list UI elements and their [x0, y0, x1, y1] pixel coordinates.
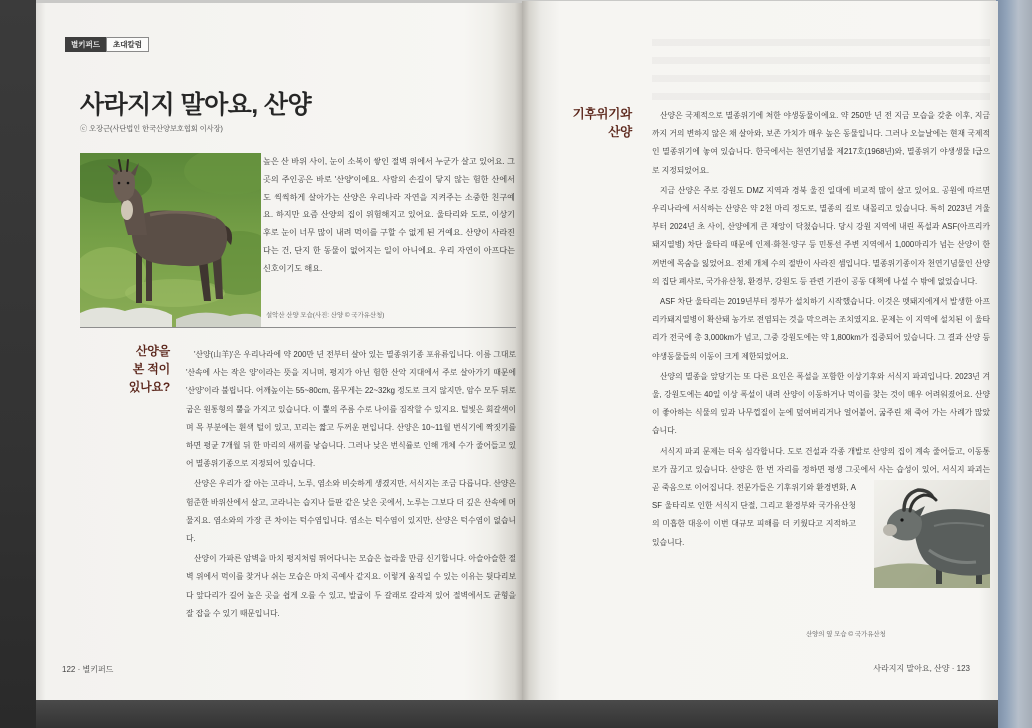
- section-tags: [65, 37, 149, 52]
- goral-side-photo: [866, 480, 990, 588]
- right-page: [522, 1, 998, 700]
- scanner-right-edge: [996, 0, 1032, 728]
- column-tag: 초대칼럼: [106, 37, 149, 52]
- body-paragraph: '산양(山羊)'은 우리나라에 약 200만 년 전부터 살아 있는 멸종위기종 포유류입니다. 이름 그대로 '산속에 사는 작은 양'이라는 뜻을 지니며, 평지가 아닌 험한 산악 지대에서 주로 살아가기 때문에 '산양'이라 불립니다. 어깨높이는 55~80cm, 몸무게는 22~32kg 정도로 크지 않지만, 암수 모두 뒤로 굽은 원통형의 뿔을 가지고 있습니다. 이 뿔의 주름 수로 나이를 짐작할 수 있지요. 털빛은 회갈색이며 목 부분에는 흰색 털이 있고, 꼬리는 짧고 두꺼운 편입니다. 산양은 10~11월 번식기에 짝짓기를 하면 평균 7개월 뒤 한 마리의 새끼를 낳습니다. 그러나 낮은 번식률로 인해 개체 수가 줄어들고 있어 멸종위기종으로 지정되어 있습니다.: [186, 350, 516, 469]
- body-paragraph: [652, 443, 990, 552]
- footer-article-title: 사라지지 말아요, 산양: [873, 664, 950, 673]
- page-number: 122: [62, 665, 76, 674]
- section-heading-line: 본 적이: [132, 362, 170, 376]
- section-heading-line: 산양: [608, 125, 632, 139]
- scanner-bottom-edge: [36, 700, 998, 728]
- magazine-tag: 별키퍼드: [65, 37, 106, 52]
- section-heading-climate-crisis: [552, 105, 632, 141]
- body-paragraph: 지금 산양은 주로 강원도 DMZ 지역과 경북 울진 일대에 비교적 많이 살고 있어요. 공원에 따르면 우리나라에 서식하는 산양은 약 2천 마리 정도로, 멸종의 길로 내몰리고 있습니다. 특히 2023년 겨울부터 2024년 초 사이, 산양에게 큰 재앙이 닥쳤습니다. 당시 강원 지역에 내린 폭설과 ASF(아프리카돼지열병) 차단 울타리 때문에 인제·화천·양구 등 민통선 주변 지역에서 1,000마리가 넘는 산양이 한꺼번에 목숨을 잃었어요. 전체 개체 수의 절반이 사라진 셈입니다. 멸종위기종이자 천연기념물인 산양의 집단 폐사로, 국가유산청, 환경부, 강원도 등 관련 기관이 공동 대책에 나설 수 밖에 없었습니다.: [652, 185, 990, 286]
- photo-caption: 설악산 산양 모습(사진: 산양 © 국가유산청): [266, 312, 385, 319]
- footer-separator: ·: [77, 665, 81, 674]
- body-paragraph: 산양이 가파른 암벽을 마치 평지처럼 뛰어다니는 모습은 놀라울 만큼 신기합니다. 아슬아슬한 절벽 위에서 먹이를 찾거나 쉬는 모습은 마치 곡예사 같지요. 이렇게 움직일 수 있는 이유는 뒷다리보다 앞다리가 길어 높은 곳을 쉽게 오를 수 있고, 발굽이 두 갈래로 갈라져 있어 절벽에서도 균형을 잘 잡을 수 있기 때문입니다.: [186, 554, 516, 618]
- article-title: 사라지지 말아요, 산양: [80, 91, 311, 119]
- print-through-shadow: [652, 39, 990, 101]
- left-page: [36, 3, 522, 700]
- intro-paragraph: 높은 산 바위 사이, 눈이 소복이 쌓인 절벽 위에서 누군가 살고 있어요. 그곳의 주인공은 바로 '산양'이에요. 사람의 손길이 닿지 않는 험한 산에서도 씩씩하게 살아가는 산양은 우리나라 자연을 지켜주는 소중한 친구예요. 하지만 요즘 산양의 집이 위험해지고 있어요. 울타리와 도로, 이상기후로 눈이 너무 많이 내려 먹이를 구할 수 없게 된 거예요. 산양이 사라진다는 건, 단지 한 동물이 없어지는 일이 아니에요. 우리 자연이 아프다는 신호이기도 해요.: [263, 157, 515, 273]
- author-byline: ⓒ 오장근(사단법인 한국산양보호협회 이사장): [80, 124, 223, 133]
- photo-caption: 산양의 옆 모습 © 국가유산청: [806, 631, 886, 638]
- body-paragraph: 산양은 우리가 잘 아는 고라니, 노루, 염소와 비슷하게 생겼지만, 서식지는 조금 다릅니다. 산양은 험준한 바위산에서 살고, 고라니는 습지나 들판 같은 낮은 곳에서, 노루는 그보다 더 깊은 산속에 머물지요. 염소와의 가장 큰 차이는 턱수염입니다. 염소는 턱수염이 있지만, 산양은 턱수염이 없습니다.: [186, 479, 516, 544]
- goral-side-photo-image: [874, 480, 990, 588]
- goral-photo-image: [80, 153, 261, 327]
- body-paragraph-text: 서식지 파괴 문제는 더욱 심각합니다. 도로 건설과 각종 개발로 산양의 집이 계속 줄어들고, 이동통로가 끊기고 있습니다. 산양은 한 번 자리를 정하면 평생 그곳에서 사는 습성이 있어, 서식지 파괴는 곧 죽음으로 이어집니다. 전문가들은 기후위기와 환경변화, ASF 울타리로 인한 서식지 단절, 그리고 환경부와 국가유산청의 미흡한 대응이 이번 대규모 피해를 더 키웠다고 지적하고 있습니다.: [652, 446, 990, 547]
- section-heading-line: 있나요?: [128, 380, 170, 394]
- goral-photo: [80, 153, 261, 327]
- section-heading-line: 기후위기와: [572, 107, 632, 121]
- section-heading-have-you-seen: [80, 342, 170, 396]
- section1-body: [186, 346, 516, 652]
- section-divider: [80, 327, 516, 328]
- body-paragraph: 산양의 멸종을 앞당기는 또 다른 요인은 폭설을 포함한 이상기후와 서식지 파괴입니다. 2023년 겨울, 강원도에는 40일 이상 폭설이 내려 산양이 이동하거나 먹이를 찾는 것이 매우 어려워졌어요. 산양이 좋아하는 식물의 잎과 나무껍질이 눈에 덮여버리거나 얼어붙어, 굶주린 채 죽어 가는 사례가 많았습니다.: [652, 371, 990, 436]
- body-paragraph: ASF 차단 울타리는 2019년부터 정부가 설치하기 시작했습니다. 이것은 멧돼지에게서 발생한 아프리카돼지열병이 확산돼 농가로 전염되는 것을 막으려는 조치였지요. 문제는 이 지역에 설치된 이 울타리가 전국에 총 3,000km가 넘고, 그중 강원도에는 약 1,800km가 집중되어 있습니다. 그 결과 산양 등 야생동물들의 이동이 크게 제한되었어요.: [652, 297, 990, 361]
- right-page-footer: [873, 663, 970, 674]
- page-number: 123: [956, 664, 970, 673]
- section2-body: [652, 107, 990, 649]
- footer-separator: ·: [951, 664, 955, 673]
- body-paragraph: 산양은 국제적으로 멸종위기에 처한 야생동물이에요. 약 250만 년 전 지금 모습을 갖춘 이후, 지금까지 거의 변하지 않은 채 살아와, 보존 가치가 매우 높은 동물입니다. 그러나 오늘날에는 현재 국제적인 멸종위기에 놓여 있습니다. 한국에서는 천연기념물 제217호(1968년)와, 멸종위기 야생생물 I급으로 지정되었어요.: [652, 111, 990, 175]
- left-page-footer: [62, 664, 113, 675]
- footer-magazine-name: 별키퍼드: [82, 665, 114, 674]
- section-heading-line: 산양을: [135, 344, 170, 358]
